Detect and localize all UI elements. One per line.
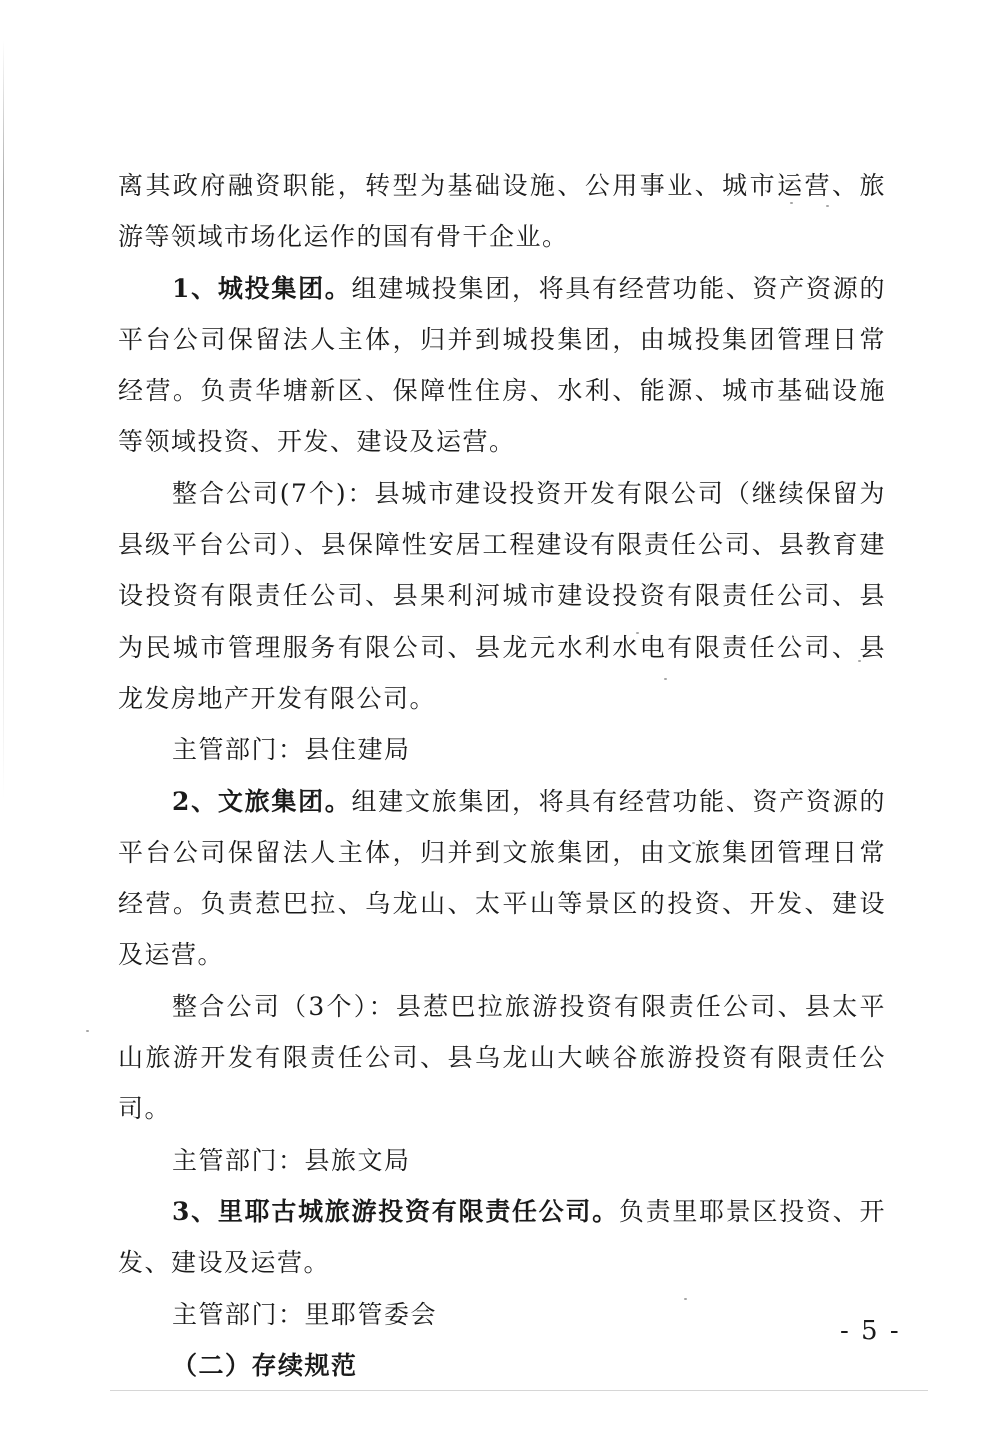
- scan-speck: [664, 678, 667, 680]
- section-heading-chengtou: 1、城投集团。: [172, 273, 352, 303]
- paragraph-text: 组建文旅集团，将具有经营功能、资产资源的平台公司保留法人主体，归并到文旅集团，由文旅集团管理日常经营。负责惹巴拉、乌龙山、太平山等景区的投资、开发、建设及运营。: [118, 786, 886, 970]
- section-heading-existing-norms: （二）存续规范: [172, 1350, 358, 1380]
- page-number: - 5 -: [840, 1316, 901, 1346]
- paragraph-text: 整合公司（3个）：县惹巴拉旅游投资有限责任公司、县太平山旅游开发有限责任公司、县乌龙山大峡谷旅游投资有限责任公司。: [118, 991, 886, 1124]
- paragraph-text: 离其政府融资职能，转型为基础设施、公用事业、城市运营、旅游等领域市场化运作的国有骨干企业。: [118, 171, 886, 252]
- paragraph-wenlv-companies: [118, 981, 886, 1135]
- bottom-scan-line: [110, 1390, 928, 1391]
- paragraph-chengtou-department: [118, 724, 886, 775]
- paragraph-text: 主管部门：里耶管委会: [172, 1299, 438, 1329]
- paragraph-text: 组建城投集团，将具有经营功能、资产资源的平台公司保留法人主体，归并到城投集团，由城投集团管理日常经营。负责华塘新区、保障性住房、水利、能源、城市基础设施等领域投资、开发、建设及运营。: [118, 273, 886, 457]
- paragraph-text: 主管部门：县住建局: [172, 735, 411, 765]
- scan-speck: [692, 842, 695, 844]
- document-body: [118, 160, 886, 1391]
- paragraph-text: 整合公司(7个)：县城市建设投资开发有限公司（继续保留为县级平台公司）、县保障性安居工程建设有限责任公司、县教育建设投资有限责任公司、县果利河城市建设投资有限责任公司、县为民城市管理服务有限公司、县龙元水利水电有限责任公司、县龙发房地产开发有限公司。: [118, 478, 886, 713]
- scan-speck: [655, 1210, 658, 1212]
- scan-speck: [826, 205, 829, 207]
- paragraph-liye-department: [118, 1289, 886, 1340]
- scan-speck: [858, 660, 861, 662]
- section-heading-liye: 3、里耶古城旅游投资有限责任公司。: [172, 1196, 619, 1226]
- scan-edge-mark: [3, 40, 4, 800]
- paragraph-chengtou-companies: [118, 468, 886, 724]
- scan-speck: [636, 632, 639, 634]
- paragraph-wenlv-department: [118, 1135, 886, 1186]
- paragraph-text: 负责里耶景区投资、开发、建设及运营。: [118, 1196, 886, 1278]
- scan-speck: [790, 202, 793, 204]
- paragraph-section-two: [118, 1340, 886, 1391]
- scan-speck: [684, 1298, 687, 1300]
- paragraph-text: 主管部门：县旅文局: [172, 1145, 411, 1175]
- section-heading-wenlv: 2、文旅集团。: [172, 786, 352, 816]
- paragraph-wenlv-group: [118, 776, 886, 981]
- paragraph-liye-company: [118, 1186, 886, 1289]
- scan-speck: [86, 1030, 89, 1032]
- paragraph-continuation: [118, 160, 886, 263]
- paragraph-chengtou-group: [118, 263, 886, 468]
